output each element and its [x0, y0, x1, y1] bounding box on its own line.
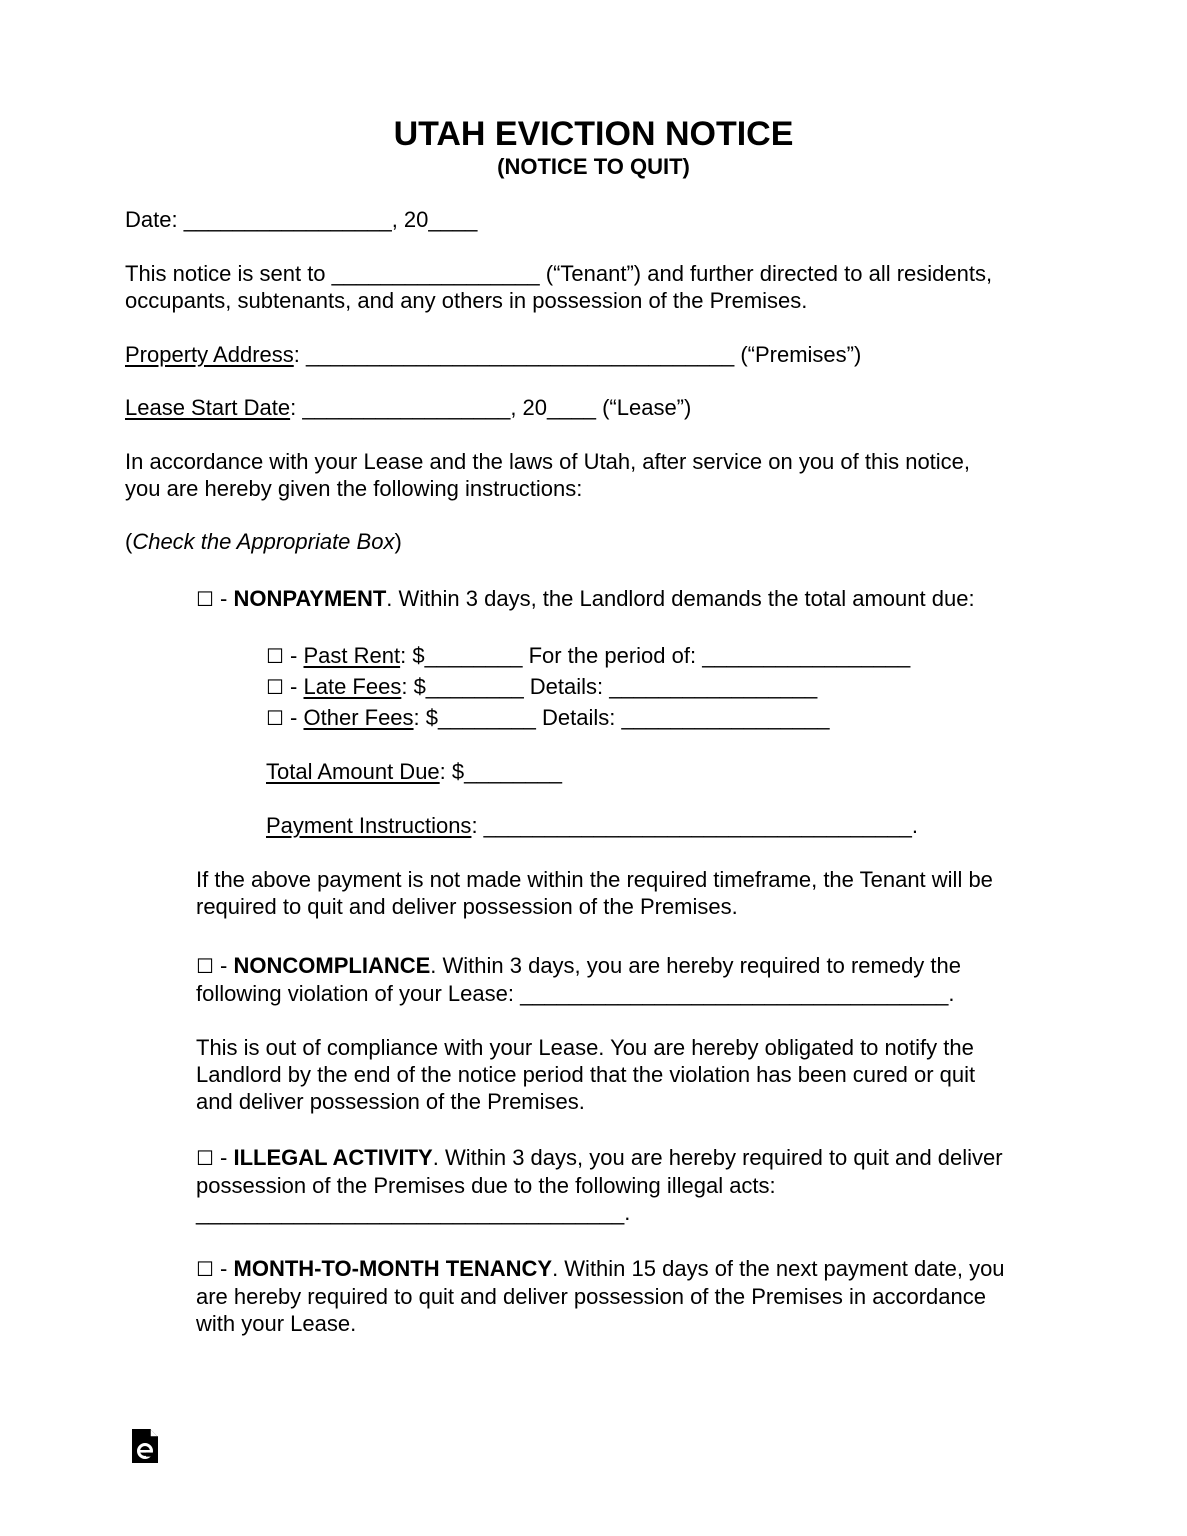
noncompliance-option	[196, 953, 961, 979]
sent-to-line-2: occupants, subtenants, and any others in possession of the Premises.	[125, 288, 808, 313]
payment-instructions-label: Payment Instructions	[266, 813, 472, 838]
document-title: UTAH EVICTION NOTICE	[393, 115, 794, 153]
check-instruction	[125, 529, 402, 555]
nonpayment-option	[196, 586, 975, 612]
date-label: Date:	[125, 207, 178, 232]
month-to-month-dash: -	[213, 1256, 234, 1281]
compliance-para-1: This is out of compliance with your Lease. You are hereby obligated to notify the	[196, 1035, 974, 1060]
lease-start-line	[125, 395, 691, 421]
other-fees-dash: -	[283, 705, 304, 730]
nonpayment-followup-2: required to quit and deliver possession of the Premises.	[196, 894, 738, 919]
noncompliance-line-2: following violation of your Lease: ___________________________________.	[196, 981, 955, 1006]
noncompliance-heading: NONCOMPLIANCE	[233, 953, 431, 978]
accordance-line-1: In accordance with your Lease and the laws of Utah, after service on you of this notice,	[125, 449, 971, 474]
late-fees-label: Late Fees	[303, 674, 402, 699]
month-to-month-line-2: are hereby required to quit and deliver possession of the Premises in accordance	[196, 1284, 987, 1309]
illegal-activity-text: . Within 3 days, you are hereby required to quit and deliver	[432, 1145, 1003, 1170]
lease-start-label: Lease Start Date	[125, 395, 291, 420]
check-close-paren: )	[394, 529, 402, 554]
late-fees-dash: -	[283, 674, 304, 699]
property-address-line	[125, 342, 861, 368]
nonpayment-dash: -	[213, 586, 234, 611]
month-to-month-line-3: with your Lease.	[196, 1311, 357, 1336]
past-rent-blank: : $________ For the period of: _________________	[400, 643, 911, 668]
nonpayment-checkbox[interactable]: ☐	[196, 587, 214, 611]
other-fees-label: Other Fees	[303, 705, 414, 730]
noncompliance-dash: -	[213, 953, 234, 978]
other-fees-checkbox[interactable]: ☐	[266, 706, 284, 730]
illegal-activity-line-2: possession of the Premises due to the following illegal acts:	[196, 1173, 776, 1198]
noncompliance-checkbox[interactable]: ☐	[196, 954, 214, 978]
accordance-line-2: you are hereby given the following instructions:	[125, 476, 583, 501]
check-open-paren: (	[125, 529, 133, 554]
noncompliance-text: . Within 3 days, you are hereby required to remedy the	[430, 953, 961, 978]
late-fees-checkbox[interactable]: ☐	[266, 675, 284, 699]
nonpayment-text: . Within 3 days, the Landlord demands the total amount due:	[386, 586, 975, 611]
past-rent-item	[266, 643, 910, 669]
illegal-activity-checkbox[interactable]: ☐	[196, 1146, 214, 1170]
total-amount-label: Total Amount Due	[266, 759, 440, 784]
check-instruction-text: Check the Appropriate Box	[132, 529, 395, 554]
month-to-month-text: . Within 15 days of the next payment date, you	[552, 1256, 1005, 1281]
property-address-label: Property Address	[125, 342, 294, 367]
month-to-month-option	[196, 1256, 1005, 1282]
late-fees-blank: : $________ Details: _________________	[401, 674, 818, 699]
other-fees-blank: : $________ Details: _________________	[413, 705, 830, 730]
date-line	[125, 207, 477, 233]
illegal-activity-option	[196, 1145, 1003, 1171]
nonpayment-heading: NONPAYMENT	[233, 586, 387, 611]
payment-instructions-blank: : ___________________________________.	[471, 813, 919, 838]
date-blank: _________________, 20____	[177, 207, 478, 232]
sent-to-line-1: This notice is sent to _________________ (“Tenant”) and further directed to all residents,	[125, 261, 993, 286]
past-rent-dash: -	[283, 643, 304, 668]
compliance-para-2: Landlord by the end of the notice period that the violation has been cured or quit	[196, 1062, 976, 1087]
other-fees-item	[266, 705, 829, 731]
late-fees-item	[266, 674, 817, 700]
past-rent-checkbox[interactable]: ☐	[266, 644, 284, 668]
illegal-activity-line-3: ___________________________________.	[196, 1200, 631, 1225]
document-subtitle: (NOTICE TO QUIT)	[497, 154, 690, 179]
compliance-para-3: and deliver possession of the Premises.	[196, 1089, 585, 1114]
illegal-activity-heading: ILLEGAL ACTIVITY	[233, 1145, 433, 1170]
month-to-month-checkbox[interactable]: ☐	[196, 1257, 214, 1281]
property-address-blank: : ___________________________________ (“Premises”)	[293, 342, 862, 367]
illegal-activity-dash: -	[213, 1145, 234, 1170]
past-rent-label: Past Rent	[303, 643, 401, 668]
payment-instructions-line	[266, 813, 918, 839]
total-amount-line	[266, 759, 562, 785]
eforms-logo-icon	[130, 1428, 160, 1465]
nonpayment-followup-1: If the above payment is not made within the required timeframe, the Tenant will be	[196, 867, 993, 892]
lease-start-blank: : _________________, 20____ (“Lease”)	[290, 395, 692, 420]
total-amount-blank: : $________	[439, 759, 563, 784]
month-to-month-heading: MONTH-TO-MONTH TENANCY	[233, 1256, 553, 1281]
